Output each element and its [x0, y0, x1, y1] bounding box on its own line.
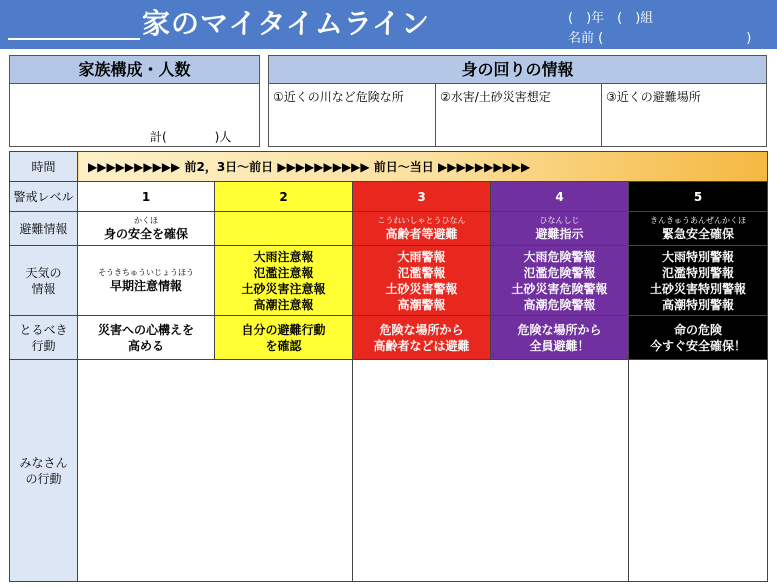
action-3	[353, 316, 491, 360]
family-count-field[interactable]: 計( )人	[150, 130, 232, 144]
time-arrow-bar: ▶▶▶▶▶▶▶▶▶▶ 前2，3日〜前日 ▶▶▶▶▶▶▶▶▶▶ 前日〜当日 ▶▶▶▶▶▶▶▶▶▶	[78, 152, 768, 182]
evac-1-ruby: かくほ	[134, 215, 158, 225]
surroundings-item-river[interactable]: ①近くの川など危険な所	[273, 90, 404, 104]
level-2: 2	[215, 182, 353, 212]
action-1-line2: 高める	[127, 338, 164, 353]
timeline-table	[9, 151, 768, 582]
weather-1	[78, 246, 215, 316]
surroundings-item-hazard[interactable]: ②水害/土砂災害想定	[435, 84, 601, 146]
level-1: 1	[78, 182, 215, 212]
evac-5	[629, 212, 768, 246]
action-5	[629, 316, 768, 360]
action-4-line1: 危険な場所から	[517, 322, 602, 337]
evac-3-text: 高齢者等避難	[385, 226, 458, 241]
weather-4-line: 高潮危険警報	[523, 297, 596, 312]
level-5: 5	[629, 182, 768, 212]
evac-3	[353, 212, 491, 246]
action-4	[491, 316, 629, 360]
weather-label	[10, 246, 78, 316]
action-3-line2: 高齢者などは避難	[373, 338, 470, 353]
page-title: 家のマイタイムライン	[142, 7, 431, 40]
level-label: 警戒レベル	[10, 182, 78, 212]
weather-1-text: 早期注意情報	[109, 278, 182, 293]
weather-4-line: 土砂災害危険警報	[511, 281, 608, 296]
surroundings-heading: 身の回りの情報	[269, 56, 766, 84]
action-1-line1: 災害への心構えを	[97, 322, 194, 337]
evac-1-text: 身の安全を確保	[103, 226, 188, 241]
weather-5	[629, 246, 768, 316]
weather-2	[215, 246, 353, 316]
weather-3	[353, 246, 491, 316]
weather-5-line: 大雨特別警報	[661, 249, 734, 264]
evac-label: 避難情報	[10, 212, 78, 246]
surroundings-item-shelter[interactable]: ③近くの避難場所	[601, 84, 766, 146]
action-5-line2: 今すぐ安全確保！	[649, 338, 746, 353]
action-3-line1: 危険な場所から	[379, 322, 464, 337]
action-2-line1: 自分の避難行動	[241, 322, 326, 337]
header-banner	[0, 0, 777, 49]
family-panel	[9, 55, 260, 147]
action-2-line2: を確認	[265, 338, 302, 353]
your-action-label-line2: の行動	[25, 471, 62, 486]
evac-1	[78, 212, 215, 246]
family-heading: 家族構成・人数	[10, 56, 259, 84]
action-2	[215, 316, 353, 360]
weather-5-line: 氾濫特別警報	[661, 265, 734, 280]
your-action-area-mid[interactable]	[353, 360, 629, 582]
weather-3-line: 高潮警報	[397, 297, 446, 312]
your-action-area-early[interactable]	[78, 360, 353, 582]
weather-label-line2: 情報	[31, 281, 56, 296]
time-label: 時間	[10, 152, 78, 182]
evac-3-ruby: こうれいしゃとうひなん	[377, 215, 466, 225]
weather-2-line: 大雨注意報	[253, 249, 314, 264]
action-1	[78, 316, 215, 360]
weather-2-line: 土砂災害注意報	[241, 281, 326, 296]
your-action-label-line1: みなさん	[19, 455, 68, 470]
weather-4	[491, 246, 629, 316]
your-action-label	[10, 360, 78, 582]
surroundings-panel	[268, 55, 767, 147]
name-blank-line	[8, 38, 140, 40]
year-class-field[interactable]: ( )年 ( )組	[568, 11, 654, 26]
weather-3-line: 氾濫警報	[397, 265, 446, 280]
level-3: 3	[353, 182, 491, 212]
evac-4-ruby: ひなんしじ	[539, 215, 580, 225]
weather-3-line: 大雨警報	[397, 249, 446, 264]
action-5-line1: 命の危険	[673, 322, 722, 337]
weather-2-line: 高潮注意報	[253, 297, 314, 312]
weather-5-line: 高潮特別警報	[661, 297, 734, 312]
action-label-line2: 行動	[31, 338, 56, 353]
your-action-area-late[interactable]	[629, 360, 768, 582]
weather-label-line1: 天気の	[25, 265, 62, 280]
name-field[interactable]: 名前 ( )	[568, 31, 752, 46]
weather-3-line: 土砂災害警報	[385, 281, 458, 296]
evac-4	[491, 212, 629, 246]
weather-5-line: 土砂災害特別警報	[649, 281, 746, 296]
level-4: 4	[491, 182, 629, 212]
evac-2	[215, 212, 353, 246]
evac-5-ruby: きんきゅうあんぜんかくほ	[650, 215, 746, 225]
weather-4-line: 氾濫危険警報	[523, 265, 596, 280]
action-label	[10, 316, 78, 360]
weather-2-line: 氾濫注意報	[253, 265, 314, 280]
evac-4-text: 避難指示	[535, 226, 584, 241]
action-4-line2: 全員避難！	[529, 338, 590, 353]
weather-1-ruby: そうきちゅういじょうほう	[98, 267, 194, 277]
action-label-line1: とるべき	[19, 322, 68, 337]
evac-5-text: 緊急安全確保	[661, 226, 734, 241]
weather-4-line: 大雨危険警報	[523, 249, 596, 264]
